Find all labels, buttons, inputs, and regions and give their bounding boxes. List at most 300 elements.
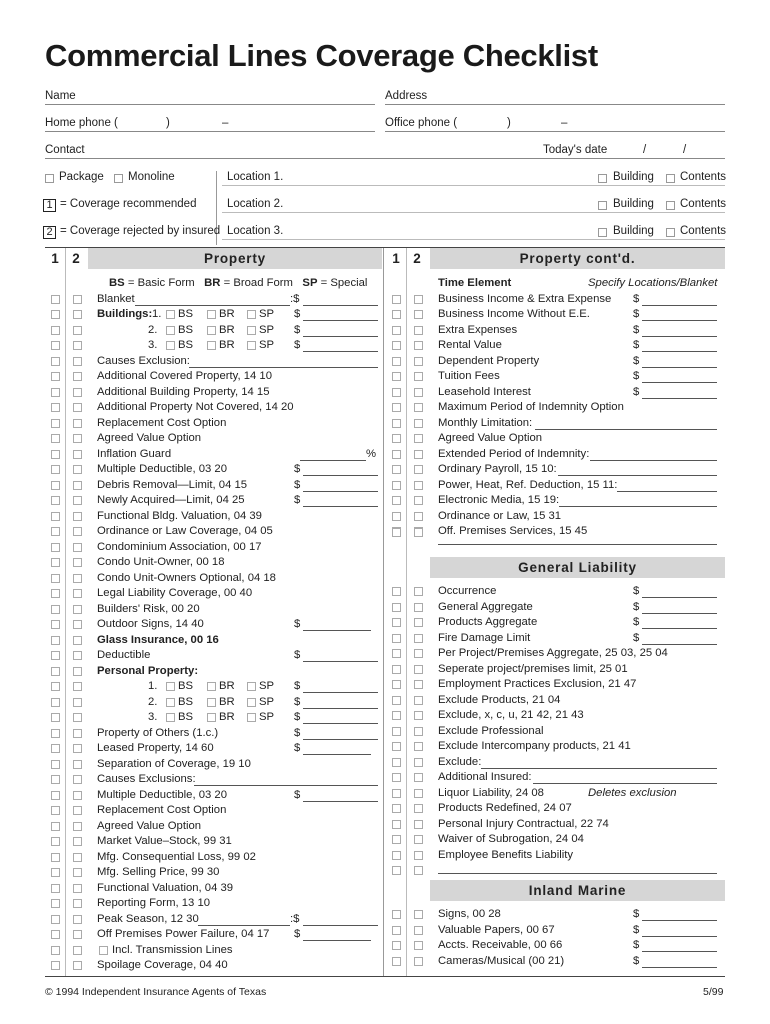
property-row-16-col2-checkbox[interactable] bbox=[73, 543, 82, 552]
property-row-40-col1-checkbox[interactable] bbox=[51, 915, 60, 924]
gl-blank-col2-checkbox[interactable] bbox=[414, 866, 423, 875]
property-row-32-col1-checkbox[interactable] bbox=[51, 791, 60, 800]
location-2-building-checkbox[interactable] bbox=[598, 201, 607, 210]
bldg-2-bs-checkbox[interactable] bbox=[166, 326, 175, 335]
gl-3-field[interactable] bbox=[642, 644, 717, 645]
gl-row-2-col2-checkbox[interactable] bbox=[414, 618, 423, 627]
property-row-26-col2-checkbox[interactable] bbox=[73, 698, 82, 707]
property-row-5-label: Additional Covered Property, 14 10 bbox=[97, 370, 272, 382]
pp-2-num: 2. bbox=[148, 695, 158, 708]
pc-row-2-col1-checkbox[interactable] bbox=[392, 326, 401, 335]
property-row-42-col1-checkbox[interactable] bbox=[51, 946, 60, 955]
property-row-0-col1-checkbox[interactable] bbox=[51, 295, 60, 304]
gl-row-4-col2-checkbox[interactable] bbox=[414, 649, 423, 658]
gl-row-14-col1-checkbox[interactable] bbox=[392, 804, 401, 813]
bldg-2-dollar: $ bbox=[294, 323, 301, 336]
property-row-21-col2-checkbox[interactable] bbox=[73, 620, 82, 629]
location-2-contents-label: Contents bbox=[680, 198, 727, 210]
property-row-3-col1-checkbox[interactable] bbox=[51, 341, 60, 350]
property-row-15-label: Ordinance or Law Coverage, 04 05 bbox=[97, 525, 273, 537]
left-col-divider bbox=[65, 248, 66, 976]
pp-2-amount-field[interactable] bbox=[303, 708, 378, 709]
gl-row-13-label: Liquor Liability, 24 08 bbox=[438, 786, 544, 799]
im-row-3-col2-checkbox[interactable] bbox=[414, 957, 423, 966]
pc-row-14-col1-checkbox[interactable] bbox=[392, 512, 401, 521]
gl-row-15-col2-checkbox[interactable] bbox=[414, 820, 423, 829]
gl-row-6-col1-checkbox[interactable] bbox=[392, 680, 401, 689]
property-row-34-col2-checkbox[interactable] bbox=[73, 822, 82, 831]
bldg-1-dollar: $ bbox=[294, 308, 301, 320]
property-row-31-col2-checkbox[interactable] bbox=[73, 775, 82, 784]
multi-ded-2-field[interactable] bbox=[303, 801, 378, 802]
prop-11-amount-field[interactable] bbox=[303, 475, 378, 476]
pp-1-bs-checkbox[interactable] bbox=[166, 682, 175, 691]
exclude-field[interactable] bbox=[481, 768, 717, 769]
pc-row-9-col1-checkbox[interactable] bbox=[392, 434, 401, 443]
leased-field[interactable] bbox=[303, 754, 371, 755]
location-3-label: Location 3. bbox=[227, 225, 284, 237]
power-heat-field[interactable] bbox=[617, 491, 717, 492]
property-row-29-col2-checkbox[interactable] bbox=[73, 744, 82, 753]
bldg-2-sp-checkbox[interactable] bbox=[247, 326, 256, 335]
property-row-38-col1-checkbox[interactable] bbox=[51, 884, 60, 893]
pc-2-dollar: $ bbox=[633, 323, 640, 336]
property-row-20-col2-checkbox[interactable] bbox=[73, 605, 82, 614]
property-row-43-col2-checkbox[interactable] bbox=[73, 961, 82, 970]
property-row-40-col2-checkbox[interactable] bbox=[73, 915, 82, 924]
gl-row-15-label: Personal Injury Contractual, 22 74 bbox=[438, 817, 609, 830]
pc-row-7-col2-checkbox[interactable] bbox=[414, 403, 423, 412]
bldg-1-amount-field[interactable] bbox=[303, 320, 378, 321]
package-checkbox[interactable] bbox=[45, 174, 54, 183]
property-row-25-col1-checkbox[interactable] bbox=[51, 682, 60, 691]
property-row-19-col1-checkbox[interactable] bbox=[51, 589, 60, 598]
property-row-16-label: Condominium Association, 00 17 bbox=[97, 540, 262, 553]
property-row-7-col2-checkbox[interactable] bbox=[73, 403, 82, 412]
deductible-field[interactable] bbox=[303, 661, 378, 662]
gl-row-3-col1-checkbox[interactable] bbox=[392, 634, 401, 643]
gl-row-10-col1-checkbox[interactable] bbox=[392, 742, 401, 751]
property-row-6-col1-checkbox[interactable] bbox=[51, 388, 60, 397]
location-1-contents-checkbox[interactable] bbox=[666, 174, 675, 183]
property-row-18-col2-checkbox[interactable] bbox=[73, 574, 82, 583]
property-row-34-col1-checkbox[interactable] bbox=[51, 822, 60, 831]
pp-2-bs-checkbox[interactable] bbox=[166, 698, 175, 707]
gl-row-16-col2-checkbox[interactable] bbox=[414, 835, 423, 844]
legend-2-box: 2 bbox=[43, 226, 56, 239]
im-row-3-col1-checkbox[interactable] bbox=[392, 957, 401, 966]
pc-row-13-col1-checkbox[interactable] bbox=[392, 496, 401, 505]
property-row-36-col2-checkbox[interactable] bbox=[73, 853, 82, 862]
property-row-29-col1-checkbox[interactable] bbox=[51, 744, 60, 753]
im-row-0-col1-checkbox[interactable] bbox=[392, 910, 401, 919]
pc-row-3-col1-checkbox[interactable] bbox=[392, 341, 401, 350]
property-row-37-col1-checkbox[interactable] bbox=[51, 868, 60, 877]
property-row-17-col1-checkbox[interactable] bbox=[51, 558, 60, 567]
ext-indemnity-field[interactable] bbox=[590, 460, 717, 461]
gl-row-5-col2-checkbox[interactable] bbox=[414, 665, 423, 674]
pp-2-br-checkbox[interactable] bbox=[207, 698, 216, 707]
property-row-4-col2-checkbox[interactable] bbox=[73, 357, 82, 366]
pc-3-dollar: $ bbox=[633, 339, 640, 351]
pc-5-field[interactable] bbox=[642, 382, 717, 383]
gl-row-6-col2-checkbox[interactable] bbox=[414, 680, 423, 689]
pc-row-11-col2-checkbox[interactable] bbox=[414, 465, 423, 474]
location-2-contents-checkbox[interactable] bbox=[666, 201, 675, 210]
property-row-27-col1-checkbox[interactable] bbox=[51, 713, 60, 722]
property-row-2-col1-checkbox[interactable] bbox=[51, 326, 60, 335]
gl-row-13-col2-checkbox[interactable] bbox=[414, 789, 423, 798]
pp-1-amount-field[interactable] bbox=[303, 692, 378, 693]
off-prem-field[interactable] bbox=[303, 940, 371, 941]
office-phone-field[interactable] bbox=[385, 131, 725, 132]
pc-2-field[interactable] bbox=[642, 336, 717, 337]
gl-blank-col1-checkbox[interactable] bbox=[392, 866, 401, 875]
gl-row-7-col1-checkbox[interactable] bbox=[392, 696, 401, 705]
gl-row-0-col2-checkbox[interactable] bbox=[414, 587, 423, 596]
gl-row-2-label: Products Aggregate bbox=[438, 616, 538, 628]
prop-11-dollar: $ bbox=[294, 463, 301, 475]
property-row-22-col1-checkbox[interactable] bbox=[51, 636, 60, 645]
property-row-12-col1-checkbox[interactable] bbox=[51, 481, 60, 490]
property-row-5-col1-checkbox[interactable] bbox=[51, 372, 60, 381]
property-row-1-col2-checkbox[interactable] bbox=[73, 310, 82, 319]
property-row-3-col2-checkbox[interactable] bbox=[73, 341, 82, 350]
property-row-13-col1-checkbox[interactable] bbox=[51, 496, 60, 505]
pc-row-12-label: Power, Heat, Ref. Deduction, 15 11: bbox=[438, 478, 618, 491]
pc-row-1-col1-checkbox[interactable] bbox=[392, 310, 401, 319]
property-row-30-col2-checkbox[interactable] bbox=[73, 760, 82, 769]
pc-row-9-col2-checkbox[interactable] bbox=[414, 434, 423, 443]
gl-row-12-col2-checkbox[interactable] bbox=[414, 773, 423, 782]
gl-row-13-col1-checkbox[interactable] bbox=[392, 789, 401, 798]
office-phone-close: ) bbox=[507, 117, 511, 129]
sp-text: = Special bbox=[320, 277, 368, 289]
pc-4-field[interactable] bbox=[642, 367, 717, 368]
property-row-18-col1-checkbox[interactable] bbox=[51, 574, 60, 583]
property-row-8-col2-checkbox[interactable] bbox=[73, 419, 82, 428]
property-row-43-col1-checkbox[interactable] bbox=[51, 961, 60, 970]
gl-row-14-col2-checkbox[interactable] bbox=[414, 804, 423, 813]
property-row-10-col2-checkbox[interactable] bbox=[73, 450, 82, 459]
pc-row-6-col1-checkbox[interactable] bbox=[392, 388, 401, 397]
property-row-19-col2-checkbox[interactable] bbox=[73, 589, 82, 598]
property-row-38-col2-checkbox[interactable] bbox=[73, 884, 82, 893]
gl-row-17-col1-checkbox[interactable] bbox=[392, 851, 401, 860]
property-row-24-col2-checkbox[interactable] bbox=[73, 667, 82, 676]
property-row-37-label: Mfg. Selling Price, 99 30 bbox=[97, 866, 220, 878]
property-row-16-col1-checkbox[interactable] bbox=[51, 543, 60, 552]
monthly-limit-field[interactable] bbox=[535, 429, 717, 430]
property-row-33-col2-checkbox[interactable] bbox=[73, 806, 82, 815]
prop-12-amount-field[interactable] bbox=[303, 491, 378, 492]
property-row-28-col2-checkbox[interactable] bbox=[73, 729, 82, 738]
im-row-1-col2-checkbox[interactable] bbox=[414, 926, 423, 935]
property-row-11-col2-checkbox[interactable] bbox=[73, 465, 82, 474]
pc-3-field[interactable] bbox=[642, 351, 717, 352]
pc-row-4-col1-checkbox[interactable] bbox=[392, 357, 401, 366]
property-row-5-col2-checkbox[interactable] bbox=[73, 372, 82, 381]
bldg-3-br: BR bbox=[219, 339, 235, 351]
additional-insured-field[interactable] bbox=[533, 783, 717, 784]
pc-row-3-col2-checkbox[interactable] bbox=[414, 341, 423, 350]
pc-6-field[interactable] bbox=[642, 398, 717, 399]
gl-row-5-col1-checkbox[interactable] bbox=[392, 665, 401, 674]
gl-row-8-col1-checkbox[interactable] bbox=[392, 711, 401, 720]
bldg-1-br: BR bbox=[219, 308, 235, 320]
gl-0-field[interactable] bbox=[642, 597, 717, 598]
causes-exclusion-field[interactable] bbox=[189, 367, 378, 368]
property-row-23-col1-checkbox[interactable] bbox=[51, 651, 60, 660]
property-row-21-col1-checkbox[interactable] bbox=[51, 620, 60, 629]
pp-2-bs: BS bbox=[178, 695, 194, 708]
property-row-15-col1-checkbox[interactable] bbox=[51, 527, 60, 536]
property-row-23-col2-checkbox[interactable] bbox=[73, 651, 82, 660]
gl-row-11-col1-checkbox[interactable] bbox=[392, 758, 401, 767]
home-phone-field[interactable] bbox=[45, 131, 375, 132]
pc-blank-field[interactable] bbox=[438, 544, 717, 545]
property-row-22-col2-checkbox[interactable] bbox=[73, 636, 82, 645]
property-row-24-col1-checkbox[interactable] bbox=[51, 667, 60, 676]
im-1-field[interactable] bbox=[642, 936, 717, 937]
property-row-39-label: Reporting Form, 13 10 bbox=[97, 897, 211, 909]
gl-1-field[interactable] bbox=[642, 613, 717, 614]
bldg-1-br-checkbox[interactable] bbox=[207, 310, 216, 319]
home-phone-dash: – bbox=[222, 117, 229, 129]
blanket-amount-field[interactable] bbox=[303, 305, 378, 306]
pc-row-1-col2-checkbox[interactable] bbox=[414, 310, 423, 319]
pc-row-11-col1-checkbox[interactable] bbox=[392, 465, 401, 474]
gl-row-8-label: Exclude, x, c, u, 21 42, 21 43 bbox=[438, 709, 584, 721]
location-1-building-checkbox[interactable] bbox=[598, 174, 607, 183]
pc-row-7-col1-checkbox[interactable] bbox=[392, 403, 401, 412]
im-row-2-col1-checkbox[interactable] bbox=[392, 941, 401, 950]
bldg-3-br-checkbox[interactable] bbox=[207, 341, 216, 350]
pc-0-dollar: $ bbox=[633, 292, 640, 305]
pc-0-field[interactable] bbox=[642, 305, 717, 306]
pc-row-0-col2-checkbox[interactable] bbox=[414, 295, 423, 304]
property-row-17-col2-checkbox[interactable] bbox=[73, 558, 82, 567]
pc-row-2-col2-checkbox[interactable] bbox=[414, 326, 423, 335]
gl-row-10-col2-checkbox[interactable] bbox=[414, 742, 423, 751]
property-row-30-col1-checkbox[interactable] bbox=[51, 760, 60, 769]
im-1-dollar: $ bbox=[633, 923, 640, 936]
property-row-36-col1-checkbox[interactable] bbox=[51, 853, 60, 862]
incl-transmission-checkbox[interactable] bbox=[99, 946, 108, 955]
electronic-media-field[interactable] bbox=[559, 506, 717, 507]
property-row-41-col1-checkbox[interactable] bbox=[51, 930, 60, 939]
pc-row-9-label: Agreed Value Option bbox=[438, 432, 543, 444]
right-col-divider bbox=[406, 248, 407, 976]
pp-3-bs-checkbox[interactable] bbox=[166, 713, 175, 722]
pc-blank-col2-checkbox[interactable] bbox=[414, 528, 423, 537]
gl-row-12-col1-checkbox[interactable] bbox=[392, 773, 401, 782]
pp-1-sp-checkbox[interactable] bbox=[247, 682, 256, 691]
property-row-12-label: Debris Removal—Limit, 04 15 bbox=[97, 478, 248, 491]
peak-amount-field[interactable] bbox=[303, 925, 378, 926]
mid-divider bbox=[383, 248, 384, 976]
pp-3-dollar: $ bbox=[294, 711, 301, 723]
top-rule bbox=[45, 247, 725, 248]
im-0-field[interactable] bbox=[642, 920, 717, 921]
property-row-1-col1-checkbox[interactable] bbox=[51, 310, 60, 319]
bldg-1-bs: BS bbox=[178, 308, 194, 320]
pc-row-10-col2-checkbox[interactable] bbox=[414, 450, 423, 459]
property-row-33-col1-checkbox[interactable] bbox=[51, 806, 60, 815]
gl-row-1-col1-checkbox[interactable] bbox=[392, 603, 401, 612]
bldg-3-sp-checkbox[interactable] bbox=[247, 341, 256, 350]
gl-row-1-label: General Aggregate bbox=[438, 600, 533, 613]
pp-3-amount-field[interactable] bbox=[303, 723, 378, 724]
monoline-checkbox[interactable] bbox=[114, 174, 123, 183]
bldg-1-sp-checkbox[interactable] bbox=[247, 310, 256, 319]
property-row-41-col2-checkbox[interactable] bbox=[73, 930, 82, 939]
location-1-field[interactable] bbox=[222, 185, 725, 186]
property-row-10-col1-checkbox[interactable] bbox=[51, 450, 60, 459]
property-row-40-label: Peak Season, 12 30 bbox=[97, 912, 199, 925]
peak-dollar: :$ bbox=[290, 912, 300, 925]
causes-exclusions-field[interactable] bbox=[194, 785, 378, 786]
outdoor-signs-field[interactable] bbox=[303, 630, 371, 631]
pp-1-br-checkbox[interactable] bbox=[207, 682, 216, 691]
gl-row-9-col1-checkbox[interactable] bbox=[392, 727, 401, 736]
pc-row-13-col2-checkbox[interactable] bbox=[414, 496, 423, 505]
pp-3-br-checkbox[interactable] bbox=[207, 713, 216, 722]
property-row-39-col2-checkbox[interactable] bbox=[73, 899, 82, 908]
gl-row-4-col1-checkbox[interactable] bbox=[392, 649, 401, 658]
pc-row-5-col2-checkbox[interactable] bbox=[414, 372, 423, 381]
property-row-7-col1-checkbox[interactable] bbox=[51, 403, 60, 412]
ordinary-payroll-field[interactable] bbox=[558, 475, 717, 476]
pc-row-14-col2-checkbox[interactable] bbox=[414, 512, 423, 521]
pc-row-8-col1-checkbox[interactable] bbox=[392, 419, 401, 428]
im-row-0-col2-checkbox[interactable] bbox=[414, 910, 423, 919]
property-row-8-col1-checkbox[interactable] bbox=[51, 419, 60, 428]
property-row-15-col2-checkbox[interactable] bbox=[73, 527, 82, 536]
col-1-header-right: 1 bbox=[392, 251, 400, 266]
pp-3-br: BR bbox=[219, 711, 235, 723]
property-row-39-col1-checkbox[interactable] bbox=[51, 899, 60, 908]
gl-2-field[interactable] bbox=[642, 628, 717, 629]
property-row-20-col1-checkbox[interactable] bbox=[51, 605, 60, 614]
gl-row-16-col1-checkbox[interactable] bbox=[392, 835, 401, 844]
location-3-building-checkbox[interactable] bbox=[598, 228, 607, 237]
pc-1-field[interactable] bbox=[642, 320, 717, 321]
pp-2-sp-checkbox[interactable] bbox=[247, 698, 256, 707]
property-row-2-col2-checkbox[interactable] bbox=[73, 326, 82, 335]
pp-1-dollar: $ bbox=[294, 680, 301, 692]
location-2-field[interactable] bbox=[222, 212, 725, 213]
pc-row-12-col1-checkbox[interactable] bbox=[392, 481, 401, 490]
property-row-11-col1-checkbox[interactable] bbox=[51, 465, 60, 474]
gl-row-17-col2-checkbox[interactable] bbox=[414, 851, 423, 860]
gl-row-1-col2-checkbox[interactable] bbox=[414, 603, 423, 612]
pc-row-4-col2-checkbox[interactable] bbox=[414, 357, 423, 366]
pc-row-12-col2-checkbox[interactable] bbox=[414, 481, 423, 490]
property-row-42-label: Incl. Transmission Lines bbox=[112, 943, 233, 956]
pc-row-6-col2-checkbox[interactable] bbox=[414, 388, 423, 397]
property-row-31-col1-checkbox[interactable] bbox=[51, 775, 60, 784]
gl-row-11-col2-checkbox[interactable] bbox=[414, 758, 423, 767]
gl-row-9-col2-checkbox[interactable] bbox=[414, 727, 423, 736]
property-row-14-col1-checkbox[interactable] bbox=[51, 512, 60, 521]
location-1-building-label: Building bbox=[613, 171, 654, 183]
property-row-42-col2-checkbox[interactable] bbox=[73, 946, 82, 955]
im-row-3-label: Cameras/Musical (00 21) bbox=[438, 954, 565, 967]
im-2-field[interactable] bbox=[642, 951, 717, 952]
property-row-0-col2-checkbox[interactable] bbox=[73, 295, 82, 304]
inflation-guard-field[interactable] bbox=[300, 460, 366, 461]
property-row-1-label: Buildings: bbox=[97, 308, 153, 320]
im-row-2-col2-checkbox[interactable] bbox=[414, 941, 423, 950]
bldg-2-br-checkbox[interactable] bbox=[207, 326, 216, 335]
gl-row-2-col1-checkbox[interactable] bbox=[392, 618, 401, 627]
contact-label: Contact bbox=[45, 144, 85, 156]
property-row-35-col1-checkbox[interactable] bbox=[51, 837, 60, 846]
gl-blank-field[interactable] bbox=[438, 873, 717, 874]
blanket-field[interactable] bbox=[135, 305, 290, 306]
pc-row-10-col1-checkbox[interactable] bbox=[392, 450, 401, 459]
property-row-4-col1-checkbox[interactable] bbox=[51, 357, 60, 366]
peak-season-field[interactable] bbox=[198, 925, 290, 926]
property-row-35-col2-checkbox[interactable] bbox=[73, 837, 82, 846]
pp-1-sp: SP bbox=[259, 680, 275, 692]
pp-3-sp-checkbox[interactable] bbox=[247, 713, 256, 722]
name-field[interactable] bbox=[45, 104, 375, 105]
gl-row-8-col2-checkbox[interactable] bbox=[414, 711, 423, 720]
property-row-9-col2-checkbox[interactable] bbox=[73, 434, 82, 443]
pc-row-5-col1-checkbox[interactable] bbox=[392, 372, 401, 381]
location-3-field[interactable] bbox=[222, 239, 725, 240]
im-3-field[interactable] bbox=[642, 967, 717, 968]
bldg-1-bs-checkbox[interactable] bbox=[166, 310, 175, 319]
address-field[interactable] bbox=[385, 104, 725, 105]
im-row-1-col1-checkbox[interactable] bbox=[392, 926, 401, 935]
property-row-21-label: Outdoor Signs, 14 40 bbox=[97, 618, 204, 630]
property-row-9-col1-checkbox[interactable] bbox=[51, 434, 60, 443]
property-others-field[interactable] bbox=[303, 739, 378, 740]
property-row-27-col2-checkbox[interactable] bbox=[73, 713, 82, 722]
property-row-37-col2-checkbox[interactable] bbox=[73, 868, 82, 877]
property-row-14-col2-checkbox[interactable] bbox=[73, 512, 82, 521]
im-row-1-label: Valuable Papers, 00 67 bbox=[438, 923, 555, 936]
property-row-26-col1-checkbox[interactable] bbox=[51, 698, 60, 707]
pc-row-0-col1-checkbox[interactable] bbox=[392, 295, 401, 304]
gl-row-3-col2-checkbox[interactable] bbox=[414, 634, 423, 643]
pc-blank-col1-checkbox[interactable] bbox=[392, 528, 401, 537]
property-row-12-col2-checkbox[interactable] bbox=[73, 481, 82, 490]
property-row-28-col1-checkbox[interactable] bbox=[51, 729, 60, 738]
contact-field[interactable] bbox=[45, 158, 725, 159]
property-row-13-col2-checkbox[interactable] bbox=[73, 496, 82, 505]
gl-row-15-col1-checkbox[interactable] bbox=[392, 820, 401, 829]
property-row-6-col2-checkbox[interactable] bbox=[73, 388, 82, 397]
property-row-6-label: Additional Building Property, 14 15 bbox=[97, 385, 270, 398]
gl-row-7-col2-checkbox[interactable] bbox=[414, 696, 423, 705]
gl-row-0-col1-checkbox[interactable] bbox=[392, 587, 401, 596]
bldg-3-bs-checkbox[interactable] bbox=[166, 341, 175, 350]
location-3-contents-checkbox[interactable] bbox=[666, 228, 675, 237]
property-row-25-col2-checkbox[interactable] bbox=[73, 682, 82, 691]
pc-row-8-col2-checkbox[interactable] bbox=[414, 419, 423, 428]
prop-13-amount-field[interactable] bbox=[303, 506, 378, 507]
gl-row-16-label: Waiver of Subrogation, 24 04 bbox=[438, 833, 584, 845]
pp-2-dollar: $ bbox=[294, 695, 301, 708]
property-row-32-col2-checkbox[interactable] bbox=[73, 791, 82, 800]
bldg-2-amount-field[interactable] bbox=[303, 336, 378, 337]
property-heading: Property bbox=[88, 248, 382, 269]
bldg-3-amount-field[interactable] bbox=[303, 351, 378, 352]
